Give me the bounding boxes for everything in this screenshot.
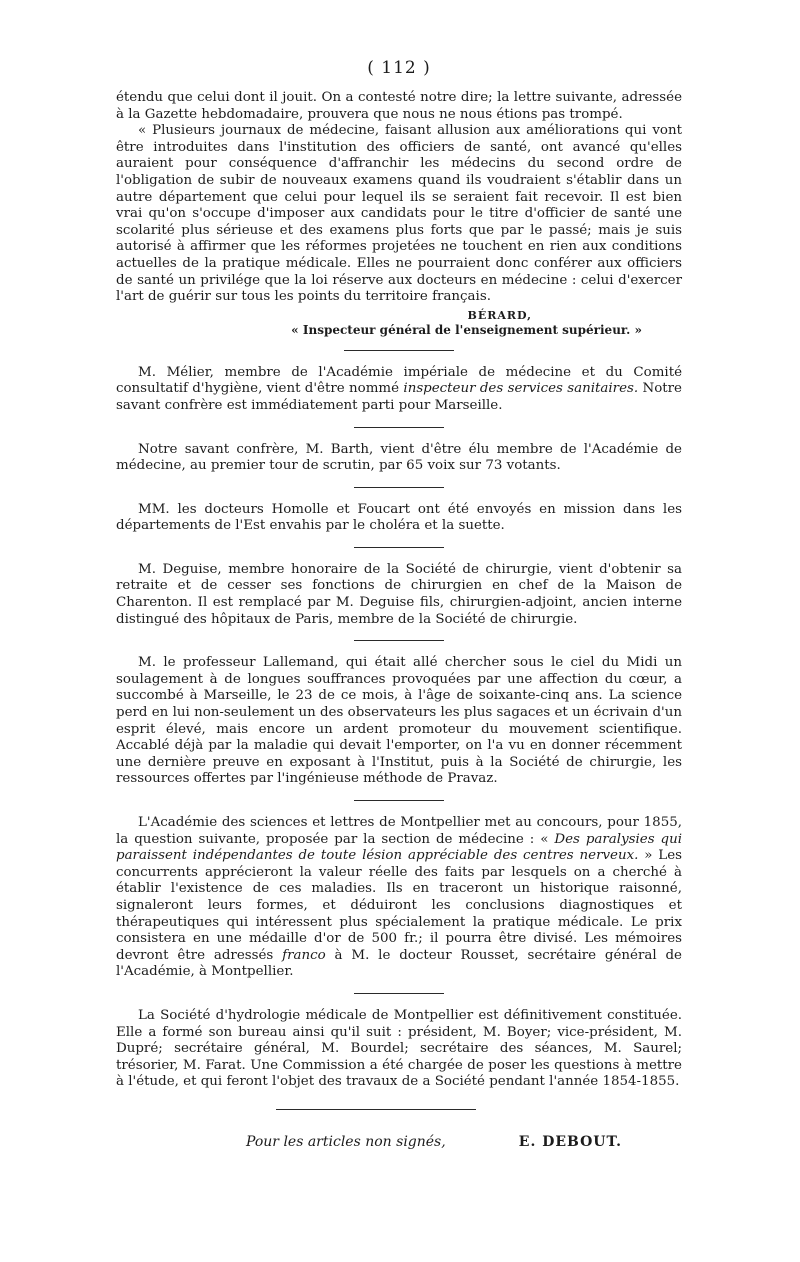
paragraph-letter: « Plusieurs journaux de médecine, faisant allusion aux améliorations qui vont être introduites dans l'institution des officiers de santé, ont avancé qu'elles auraient pour conséquence d'affranchir les médecins du second ordre de l'obligation de subir de nouveaux examens quand ils voudraient s'établir dans un autre département que celui pour lequel ils se seraient fait recevoir. Il est bien vrai qu'on s'occupe d'imposer aux candidats pour le titre d'officier de santé une scolarité plus sérieuse et des examens plus forts que par le passé; mais je suis autorisé à affirmer que les réformes projetées ne touchent en rien aux conditions actuelles de la pratique médicale. Elles ne pourraient donc conférer aux officiers de santé un privilége que la loi réserve aux docteurs en médecine : celui d'exercer l'art de guérir sur tous les points du territoire français. bbox=[116, 123, 682, 305]
paragraph-lallemand: M. le professeur Lallemand, qui était allé chercher sous le ciel du Midi un soulagement à de longues souffrances provoquées par une affection du cœur, a succombé à Marseille, le 23 de ce mois, à l'âge de soixante-cinq ans. La science perd en lui non-seulement un des observateurs les plus sagaces et un écrivain d'un esprit élevé, mais encore un ardent promoteur du mouvement scientifique. Accablé déjà par la maladie qui devait l'emporter, on l'a vu en donner récemment une dernière preuve en exposant à l'Institut, puis à la Société de chirurgie, les ressources offertes par l'ingénieuse méthode de Pravaz. bbox=[116, 655, 682, 787]
footer-author: E. DEBOUT. bbox=[518, 1133, 622, 1150]
paragraph-deguise: M. Deguise, membre honoraire de la Société de chirurgie, vient d'obtenir sa retraite et de cesser ses fonctions de chirurgien en chef de la Maison de Charenton. Il est remplacé par M. Deguise fils, chirurgien-adjoint, ancien interne distingué des hôpitaux de Paris, membre de la Société de chirurgie. bbox=[116, 561, 682, 627]
concours-text-b: » Les concurrents apprécieront la valeur réelle des faits par lesquels on a cherché à établir l'existence de ces maladies. Ils en traceront un historique raisonné, signaleront leurs formes, et déduiront les conclusions diagnostiques et thérapeutiques qui intéressent plus spécialement la pratique médicale. Le prix consistera en une médaille d'or de 500 fr.; il pourra être divisé. Les mémoires devront être adressés bbox=[116, 848, 682, 963]
divider-rule bbox=[354, 487, 444, 488]
paragraph-concours bbox=[116, 815, 682, 981]
document-page bbox=[116, 58, 682, 1154]
divider-rule bbox=[354, 547, 444, 548]
melier-text-a: M. Mélier, membre de l'Académie impériale de médecine et du Comité consultatif d'hygiène, vient d'être nommé bbox=[116, 364, 682, 397]
divider-rule bbox=[354, 800, 444, 801]
concours-text-c: à M. le docteur Rousset, secrétaire général de l'Académie, à Montpellier. bbox=[116, 947, 682, 980]
paragraph-melier bbox=[116, 365, 682, 415]
signature-title: « Inspecteur général de l'enseignement supérieur. » bbox=[291, 322, 642, 337]
signature-name: BÉRARD, bbox=[467, 308, 532, 322]
divider-rule bbox=[354, 640, 444, 641]
concours-text-em2: franco bbox=[282, 947, 326, 963]
melier-text-b: Notre savant confrère est immédiatement parti pour Marseille. bbox=[116, 381, 682, 413]
paragraph-barth: Notre savant confrère, M. Barth, vient d'être élu membre de l'Académie de médecine, au premier tour de scrutin, par 65 voix sur 73 votants. bbox=[116, 441, 682, 474]
concours-text-a: L'Académie des sciences et lettres de Montpellier met au concours, pour 1855, la question suivante, proposée par la section de médecine : « bbox=[116, 815, 682, 847]
divider-rule bbox=[344, 350, 454, 351]
footer-note: Pour les articles non signés, bbox=[246, 1133, 446, 1150]
paragraph-intro: étendu que celui dont il jouit. On a contesté notre dire; la lettre suivante, adressée à la Gazette hebdomadaire, prouvera que nous ne nous étions pas trompé. bbox=[116, 90, 682, 122]
concours-text-em: Des paralysies qui paraissent indépendantes de toute lésion appréciable des centres nerveux. bbox=[116, 831, 683, 864]
paragraph-homolle: MM. les docteurs Homolle et Foucart ont été envoyés en mission dans les départements de l'Est envahis par le choléra et la suette. bbox=[116, 501, 682, 534]
melier-text-em: inspecteur des services sanitaires. bbox=[403, 381, 639, 397]
divider-rule bbox=[354, 993, 444, 994]
footer-signature bbox=[116, 1134, 682, 1154]
divider-rule bbox=[354, 427, 444, 428]
footer-rule bbox=[276, 1109, 476, 1126]
paragraph-hydrologie: La Société d'hydrologie médicale de Montpellier est définitivement constituée. Elle a formé son bureau ainsi qu'il suit : président, M. Boyer; vice-président, M. Dupré; secrétaire général, M. Bourdel; secrétaire des séances, M. Saurel; trésorier, M. Farat. Une Commission a été chargée de poser les questions à mettre à l'étude, et qui feront l'objet des travaux de a Société pendant l'année 1854-1855. bbox=[116, 1007, 682, 1090]
page-number: ( 112 ) bbox=[367, 58, 431, 78]
